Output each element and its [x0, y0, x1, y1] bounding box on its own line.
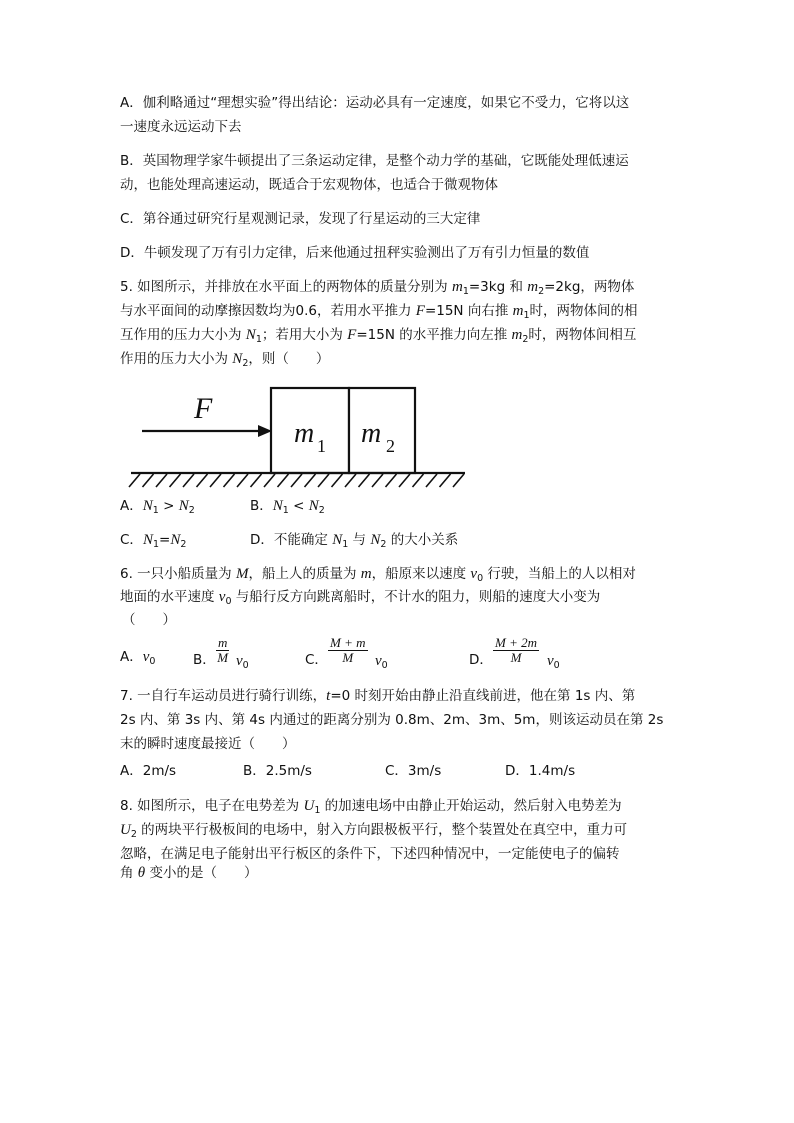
q5-opt-N1: N: [332, 532, 343, 548]
q6-opt-sub: 0: [149, 656, 156, 667]
q6-option-b-v: [236, 652, 249, 675]
force-arrow-head: [258, 425, 272, 437]
q8-text: 8. 如图所示，电子在电势差为: [120, 798, 304, 814]
q8-sub: 1: [314, 805, 321, 816]
q8-stem-line1: [120, 797, 622, 820]
q5-opt-text: =: [159, 532, 171, 548]
q8-text: 变小的是（ ）: [145, 865, 258, 881]
frac-denominator: M: [510, 650, 522, 665]
q8-var-U2: U: [120, 822, 131, 838]
q6-option-c-v: [375, 652, 388, 675]
q5-sub: 1: [255, 334, 262, 345]
q8-text: 角: [120, 865, 138, 881]
hatch-mark: [129, 474, 140, 487]
q5-text: ，则（ ）: [248, 351, 330, 367]
q4-option-d: D．牛顿发现了万有引力定律，后来他通过扭秤实验测出了万有引力恒量的数值: [120, 245, 590, 261]
q5-stem-line2: [120, 302, 638, 325]
q7-text: 7. 一自行车运动员进行骑行训练，: [120, 688, 327, 704]
hatch-mark: [372, 474, 383, 487]
q6-stem-line3: （ ）: [122, 612, 176, 628]
hatch-mark: [210, 474, 221, 487]
q5-text: 与水平面间的动摩擦因数均为0.6，若用水平推力: [120, 303, 416, 319]
q7-stem-line1: [120, 687, 635, 705]
hatch-mark: [183, 474, 194, 487]
block-m2-subscript: 2: [386, 436, 395, 456]
q5-opt-text: >: [158, 498, 179, 514]
hatch-mark: [332, 474, 343, 487]
q7-option-c: C．3m/s: [385, 763, 442, 779]
hatch-mark: [440, 474, 451, 487]
block-m2-label: m: [361, 418, 382, 449]
q6-opt-sub: 0: [381, 660, 388, 671]
q5-var-N2: N: [232, 351, 243, 367]
hatch-mark: [143, 474, 154, 487]
q6-text: 与船行反方向跳离船时，不计水的阻力，则船的速度大小变为: [231, 589, 601, 605]
q5-var-m1: m: [451, 279, 463, 295]
q5-opt-N1: N: [142, 498, 153, 514]
q6-opt-sub: 0: [553, 660, 560, 671]
q6-text: ，船原来以速度: [371, 566, 471, 582]
q8-var-theta: θ: [137, 865, 146, 881]
q6-var-M: M: [235, 566, 249, 582]
q6-opt-v: v: [142, 649, 150, 665]
q5-opt-N2: N: [170, 532, 181, 548]
q5-opt-sub: 1: [152, 539, 159, 550]
q7-option-b: B．2.5m/s: [243, 763, 312, 779]
hatch-mark: [453, 474, 464, 487]
hatch-mark: [251, 474, 262, 487]
q4-option-b-line2: 动，也能处理高速运动，既适合于宏观物体，也适合于微观物体: [120, 177, 498, 193]
q5-var-F: F: [347, 327, 357, 343]
q5-var-N1: N: [245, 327, 256, 343]
q6-var-v: v: [470, 566, 478, 582]
q6-opt-v: v: [236, 653, 243, 669]
frac-numerator: m: [218, 635, 228, 650]
q4-option-b-line1: B．英国物理学家牛顿提出了三条运动定律，是整个动力学的基础，它既能处理低速运: [120, 153, 629, 169]
block-m1-label: m: [294, 418, 315, 449]
q5-opt-N2: N: [308, 498, 319, 514]
q5-opt-sub: 2: [180, 539, 187, 550]
q6-var-m: m: [360, 566, 372, 582]
q5-text: =3kg 和: [468, 279, 528, 295]
q6-option-a: [120, 648, 155, 671]
q7-stem-line2: 2s 内、第 3s 内、第 4s 内通过的距离分别为 0.8m、2m、3m、5m，则该运动员在第 2s: [120, 712, 664, 728]
q7-stem-line3: 末的瞬时速度最接近（ ）: [120, 736, 296, 752]
q5-text: 时，两物体间的相: [529, 303, 638, 319]
q6-text: 行驶，当船上的人以相对: [483, 566, 636, 582]
q6-option-b-fraction: [216, 636, 229, 665]
q8-stem-line3: 忽略，在满足电子能射出平行板区的条件下，下述四种情况中，一定能使电子的偏转: [120, 846, 620, 862]
q5-text: 作用的压力大小为: [120, 351, 233, 367]
q5-text: 5. 如图所示，并排放在水平面上的两物体的质量分别为: [120, 279, 452, 295]
q6-text: 地面的水平速度: [120, 589, 219, 605]
q5-sub: 2: [522, 334, 529, 345]
q5-sub: 2: [538, 286, 545, 297]
q6-opt-text: A．: [120, 649, 143, 665]
q6-opt-v: v: [375, 653, 382, 669]
q6-option-c-fraction: [328, 636, 368, 665]
q5-opt-N1: N: [142, 532, 153, 548]
q8-stem-line4: [120, 864, 257, 882]
q5-opt-sub: 1: [282, 505, 289, 516]
q5-opt-sub: 2: [380, 539, 387, 550]
q5-var-m1: m: [512, 303, 524, 319]
q5-opt-sub: 2: [318, 505, 325, 516]
hatch-mark: [305, 474, 316, 487]
frac-numerator: M + 2m: [495, 635, 537, 650]
block-m1-subscript: 1: [317, 436, 326, 456]
q5-figure: [128, 384, 473, 492]
q5-opt-text: B．: [250, 498, 273, 514]
q6-option-b-label: B．: [193, 652, 216, 668]
frac-denominator: M: [342, 650, 354, 665]
q6-stem-line2: [120, 588, 600, 611]
hatch-mark: [413, 474, 424, 487]
hatch-mark: [386, 474, 397, 487]
hatch-mark: [197, 474, 208, 487]
hatch-mark: [426, 474, 437, 487]
q6-var-v: v: [218, 589, 226, 605]
q5-opt-text: A．: [120, 498, 143, 514]
ground-hatching: [129, 474, 464, 487]
q5-opt-text: <: [288, 498, 309, 514]
hatch-mark: [237, 474, 248, 487]
q5-option-b: [250, 497, 325, 520]
q5-opt-sub: 2: [188, 505, 195, 516]
q5-opt-text: 与: [348, 532, 371, 548]
hatch-mark: [156, 474, 167, 487]
q6-option-c-label: C．: [305, 652, 328, 668]
q5-sub: 1: [462, 286, 469, 297]
q5-text: =15N 向右推: [424, 303, 513, 319]
frac-denominator: M: [217, 650, 229, 665]
q5-opt-N2: N: [178, 498, 189, 514]
q6-option-d-v: [547, 652, 560, 675]
hatch-mark: [291, 474, 302, 487]
q7-var-t: t: [326, 688, 331, 704]
q5-opt-text: C．: [120, 532, 143, 548]
hatch-mark: [359, 474, 370, 487]
q6-sub: 0: [477, 573, 484, 584]
q6-text: 6. 一只小船质量为: [120, 566, 236, 582]
hatch-mark: [318, 474, 329, 487]
q6-stem-line1: [120, 565, 636, 588]
q5-opt-sub: 1: [342, 539, 349, 550]
hatch-mark: [278, 474, 289, 487]
hatch-mark: [345, 474, 356, 487]
q5-text: =15N 的水平推力向左推: [356, 327, 512, 343]
q5-option-d: [250, 531, 458, 554]
q6-option-d-label: D．: [469, 652, 493, 668]
q7-option-a: A．2m/s: [120, 763, 177, 779]
hatch-mark: [224, 474, 235, 487]
q4-option-a-line2: 一速度永远运动下去: [120, 119, 242, 135]
q5-opt-sub: 1: [152, 505, 159, 516]
q6-opt-sub: 0: [242, 660, 249, 671]
q5-text: ；若用大小为: [261, 327, 348, 343]
q5-text: 互作用的压力大小为: [120, 327, 246, 343]
q5-opt-N2: N: [370, 532, 381, 548]
q8-stem-line2: [120, 821, 627, 844]
q8-text: 的两块平行极板间的电场中，射入方向跟极板平行，整个装置处在真空中，重力可: [136, 822, 628, 838]
q5-opt-N1: N: [272, 498, 283, 514]
q5-opt-text: 的大小关系: [386, 532, 459, 548]
q4-option-a-line1: A．伽利略通过“理想实验”得出结论：运动必具有一定速度，如果它不受力，它将以这: [120, 95, 630, 111]
q5-var-m2: m: [527, 279, 539, 295]
q5-opt-text: D．不能确定: [250, 532, 333, 548]
q5-sub: 2: [242, 358, 249, 369]
q5-stem-line3: [120, 326, 636, 349]
q8-text: 的加速电场中由静止开始运动，然后射入电势差为: [320, 798, 622, 814]
q7-option-d: D．1.4m/s: [505, 763, 576, 779]
hatch-mark: [264, 474, 275, 487]
force-label: F: [194, 392, 213, 425]
q5-var-F: F: [415, 303, 425, 319]
q6-opt-v: v: [547, 653, 554, 669]
q6-sub: 0: [225, 596, 232, 607]
hatch-mark: [399, 474, 410, 487]
q6-text: ，船上人的质量为: [248, 566, 361, 582]
q5-text: =2kg，两物体: [544, 279, 635, 295]
block-m2: [349, 388, 415, 473]
q5-sub: 1: [523, 310, 530, 321]
frac-numerator: M + m: [330, 635, 366, 650]
q5-option-c: [120, 531, 186, 554]
q6-option-d-fraction: [493, 636, 539, 665]
q5-var-m2: m: [511, 327, 523, 343]
q7-text: =0 时刻开始由静止沿直线前进，他在第 1s 内、第: [330, 688, 636, 704]
q5-option-a: [120, 497, 195, 520]
q8-sub: 2: [130, 829, 137, 840]
q5-text: 时，两物体间相互: [528, 327, 637, 343]
q5-stem-line1: [120, 278, 634, 301]
q8-var-U1: U: [303, 798, 315, 814]
q4-option-c: C．第谷通过研究行星观测记录，发现了行星运动的三大定律: [120, 211, 481, 227]
hatch-mark: [170, 474, 181, 487]
q5-stem-line4: [120, 350, 329, 373]
